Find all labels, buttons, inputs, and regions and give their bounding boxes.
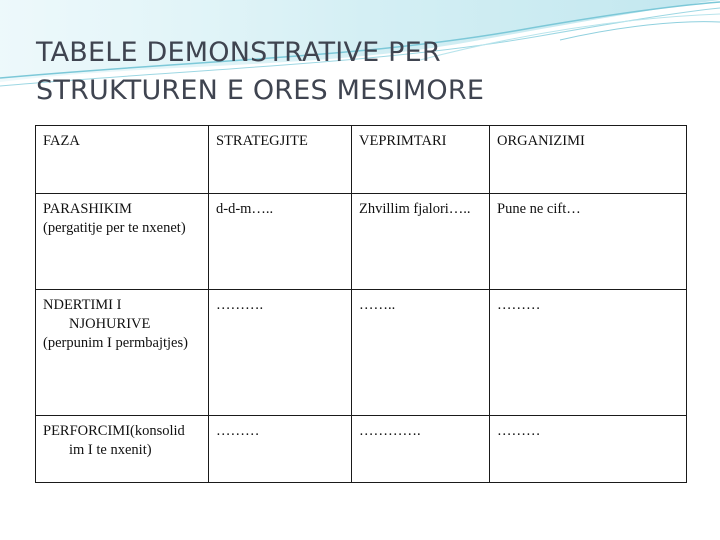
title-line-1: TABELE DEMONSTRATIVE PER — [36, 37, 441, 68]
strategy-cell: ……… — [209, 416, 352, 483]
phase-name-line-2: im I te nxenit) — [69, 442, 152, 458]
organization-cell: ……… — [490, 416, 687, 483]
phase-cell — [36, 416, 209, 483]
lesson-structure-table — [35, 125, 687, 483]
table-row — [36, 194, 687, 290]
header-veprimtari: VEPRIMTARI — [352, 126, 490, 194]
strategy-cell: d-d-m….. — [209, 194, 352, 290]
phase-cell — [36, 290, 209, 416]
title-line-2: STRUKTUREN E ORES MESIMORE — [36, 75, 485, 106]
phase-name: NDERTIMI I — [43, 297, 122, 313]
table-row — [36, 290, 687, 416]
organization-cell: Pune ne cift… — [490, 194, 687, 290]
phase-description: (perpunim I permbajtjes) — [43, 335, 188, 351]
phase-name-line-2: NJOHURIVE — [69, 316, 151, 332]
table-header-row — [36, 126, 687, 194]
activity-cell: …….. — [352, 290, 490, 416]
phase-cell — [36, 194, 209, 290]
strategy-cell: ………. — [209, 290, 352, 416]
table-row — [36, 416, 687, 483]
phase-name: PARASHIKIM — [43, 201, 132, 217]
header-faza: FAZA — [36, 126, 209, 194]
organization-cell: ……… — [490, 290, 687, 416]
header-organizimi: ORGANIZIMI — [490, 126, 687, 194]
phase-description: (pergatitje per te nxenet) — [43, 220, 186, 236]
activity-cell: Zhvillim fjalori….. — [352, 194, 490, 290]
activity-cell: …………. — [352, 416, 490, 483]
phase-name: PERFORCIMI(konsolid — [43, 423, 185, 439]
slide-title — [36, 34, 696, 110]
header-strategjite: STRATEGJITE — [209, 126, 352, 194]
